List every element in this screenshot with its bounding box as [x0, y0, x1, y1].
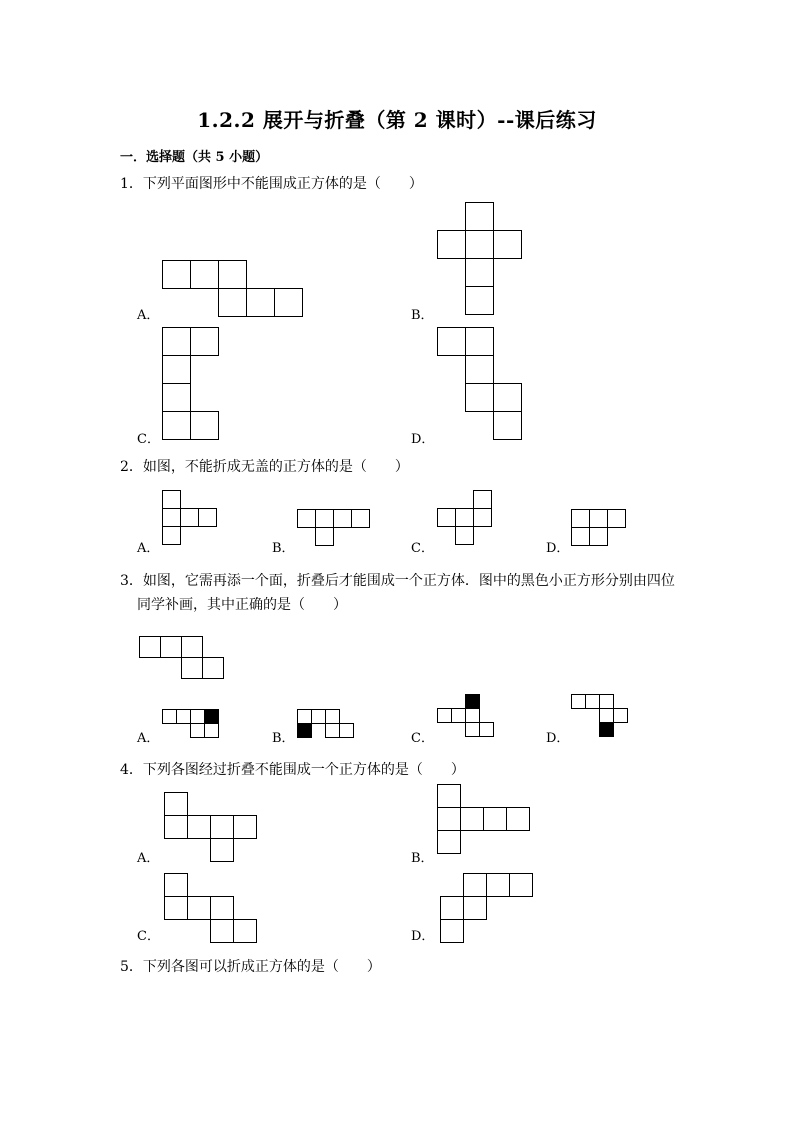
option-label-b: B．	[272, 541, 295, 556]
question-4	[120, 758, 465, 782]
added-square	[599, 722, 614, 737]
question-number: 2．	[120, 459, 143, 475]
question-1	[120, 172, 423, 196]
net-square	[162, 709, 177, 724]
question-text: 下列各图可以折成正方体的是（ ）	[142, 959, 381, 975]
net-square	[455, 526, 474, 545]
net-square	[297, 709, 312, 724]
net-square	[218, 260, 247, 289]
net-square	[465, 286, 494, 315]
option-label-b: B．	[411, 308, 434, 323]
net-square	[607, 509, 626, 528]
net-square	[437, 807, 461, 831]
option-label-b: B．	[411, 851, 434, 866]
net-square	[325, 709, 340, 724]
net-square	[333, 509, 352, 528]
net-square	[162, 327, 191, 356]
net-square	[571, 694, 586, 709]
net-square	[190, 709, 205, 724]
net-square	[210, 815, 234, 839]
net-square	[440, 919, 464, 943]
net-square	[613, 708, 628, 723]
net-square	[162, 383, 191, 412]
net-square	[493, 383, 522, 412]
question-number: 1．	[120, 176, 143, 192]
net-square	[465, 230, 494, 259]
option-label-c: C．	[137, 432, 160, 447]
question-5	[120, 955, 381, 979]
net-square	[274, 288, 303, 317]
net-square	[162, 526, 181, 545]
net-square	[164, 896, 188, 920]
question-text: 如图，不能折成无盖的正方体的是（ ）	[142, 459, 409, 475]
option-label-a: A．	[137, 308, 160, 323]
option-label-a: A．	[137, 731, 160, 746]
net-square	[297, 509, 316, 528]
option-label-b: B．	[272, 731, 295, 746]
net-square	[589, 527, 608, 546]
option-label-d: D．	[411, 929, 435, 944]
net-square	[589, 509, 608, 528]
net-square	[437, 784, 461, 808]
question-number: 5．	[120, 959, 143, 975]
net-square	[339, 723, 354, 738]
net-square	[160, 636, 182, 658]
net-square	[479, 722, 494, 737]
net-square	[493, 411, 522, 440]
question-text: 如图，它需再添一个面，折叠后才能围成一个正方体．图中的黑色小正方形分别由四位	[142, 573, 675, 589]
option-label-d: D．	[411, 432, 435, 447]
net-square	[315, 509, 334, 528]
net-square	[455, 508, 474, 527]
net-square	[451, 708, 466, 723]
net-square	[486, 873, 510, 897]
net-square	[440, 896, 464, 920]
page-title: 1.2.2 展开与折叠（第 2 课时）--课后练习	[197, 108, 597, 132]
net-square	[437, 508, 456, 527]
net-square	[218, 288, 247, 317]
question-2	[120, 455, 409, 479]
net-square	[493, 230, 522, 259]
net-square	[162, 508, 181, 527]
net-square	[599, 708, 614, 723]
net-square	[210, 896, 234, 920]
net-square	[351, 509, 370, 528]
option-label-a: A．	[137, 541, 160, 556]
net-square	[463, 873, 487, 897]
net-square	[190, 260, 219, 289]
question-text: 下列各图经过折叠不能围成一个正方体的是（ ）	[142, 762, 465, 778]
net-square	[162, 411, 191, 440]
added-square	[297, 723, 312, 738]
net-square	[164, 815, 188, 839]
net-square	[465, 383, 494, 412]
net-square	[460, 807, 484, 831]
net-square	[463, 896, 487, 920]
net-square	[483, 807, 507, 831]
net-square	[437, 327, 466, 356]
net-square	[204, 723, 219, 738]
net-square	[473, 508, 492, 527]
net-square	[465, 202, 494, 231]
option-label-c: C．	[411, 731, 434, 746]
option-label-d: D．	[546, 541, 570, 556]
net-square	[437, 830, 461, 854]
net-square	[162, 355, 191, 384]
net-square	[506, 807, 530, 831]
net-square	[599, 694, 614, 709]
net-square	[465, 327, 494, 356]
net-square	[571, 527, 590, 546]
net-square	[315, 527, 334, 546]
net-square	[246, 288, 275, 317]
option-label-c: C．	[411, 541, 434, 556]
net-square	[164, 873, 188, 897]
question-3	[120, 569, 675, 617]
net-square	[202, 657, 224, 679]
net-square	[181, 636, 203, 658]
net-square	[198, 508, 217, 527]
net-square	[437, 708, 452, 723]
option-label-a: A．	[137, 851, 160, 866]
net-square	[190, 327, 219, 356]
net-square	[139, 636, 161, 658]
net-square	[465, 708, 480, 723]
option-label-c: C．	[137, 929, 160, 944]
net-square	[509, 873, 533, 897]
question-text: 下列平面图形中不能围成正方体的是（ ）	[142, 176, 423, 192]
net-square	[176, 709, 191, 724]
question-number: 3．	[120, 573, 143, 589]
net-square	[473, 490, 492, 509]
net-square	[187, 815, 211, 839]
added-square	[204, 709, 219, 724]
net-square	[187, 896, 211, 920]
question-number: 4．	[120, 762, 143, 778]
net-square	[190, 723, 205, 738]
net-square	[190, 411, 219, 440]
net-square	[465, 355, 494, 384]
net-square	[164, 792, 188, 816]
net-square	[210, 838, 234, 862]
added-square	[465, 694, 480, 709]
net-square	[437, 230, 466, 259]
option-label-d: D．	[546, 731, 570, 746]
net-square	[180, 508, 199, 527]
net-square	[233, 919, 257, 943]
net-square	[162, 490, 181, 509]
section-heading: 一．选择题（共 5 小题）	[120, 150, 269, 165]
net-square	[585, 694, 600, 709]
net-square	[465, 258, 494, 287]
net-square	[210, 919, 234, 943]
question-text-continued: 同学补画，其中正确的是（ ）	[137, 597, 347, 613]
net-square	[465, 722, 480, 737]
net-square	[233, 815, 257, 839]
net-square	[311, 709, 326, 724]
net-square	[571, 509, 590, 528]
net-square	[181, 657, 203, 679]
net-square	[325, 723, 340, 738]
net-square	[162, 260, 191, 289]
